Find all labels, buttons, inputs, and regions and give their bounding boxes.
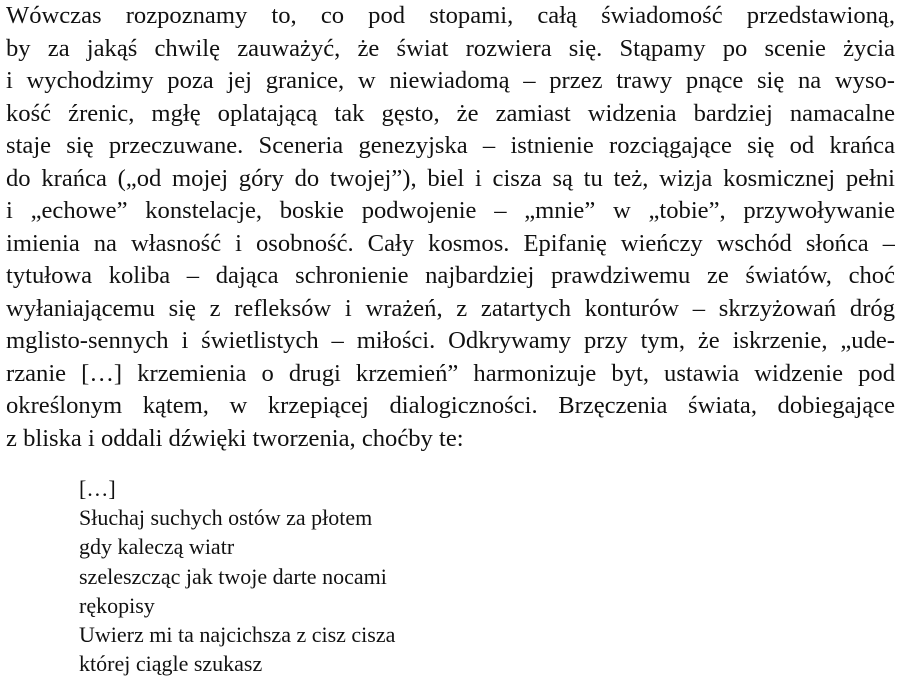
paragraph-line: i wychodzimy poza jej granice, w niewiadomą – przez trawy pnące się na wyso-	[6, 67, 895, 94]
paragraph-line: i „echowe” konstelacje, boskie podwojenie – „mnie” w „tobie”, przywoływanie	[6, 197, 895, 224]
poem-line: szeleszcząc jak twoje darte nocami	[79, 563, 387, 589]
poem-line: której ciągle szukasz	[79, 651, 263, 677]
paragraph-line: kość źrenic, mgłę oplatającą tak gęsto, że zamiast widzenia bardziej namacalne	[6, 99, 895, 127]
paragraph-line: mglisto-sennych i świetlistych – miłości. Odkrywamy przy tym, że iskrzenie, „ude-	[6, 327, 895, 354]
paragraph-line: Wówczas rozpoznamy to, co pod stopami, całą świadomość przedstawioną,	[6, 2, 895, 29]
poem-line: Słuchaj suchych ostów za płotem	[79, 505, 373, 531]
paragraph-line: z bliska i oddali dźwięki tworzenia, choćby te:	[6, 424, 464, 452]
body-paragraph	[6, 0, 895, 455]
paragraph-line: by za jakąś chwilę zauważyć, że świat rozwiera się. Stąpamy po scenie życia	[6, 34, 895, 62]
paragraph-line: tytułowa koliba – dająca schronienie najbardziej prawdziwemu ze światów, choć	[6, 262, 895, 289]
poem-line: Uwierz mi ta najcichsza z cisz cisza	[79, 621, 396, 647]
paragraph-line: rzanie […] krzemienia o drugi krzemień” harmonizuje byt, ustawia widzenie pod	[6, 359, 895, 387]
paragraph-line: imienia na własność i osobność. Cały kosmos. Epifanię wieńczy wschód słońca –	[6, 229, 895, 257]
paragraph-line: do krańca („od mojej góry do twojej”), biel i cisza są tu też, wizja kosmicznej pełni	[6, 164, 895, 192]
paragraph-line: staje się przeczuwane. Sceneria genezyjska – istnienie rozciągające się od krańca	[6, 132, 895, 159]
poem-line: […]	[79, 476, 116, 501]
poem-quotation	[79, 474, 395, 678]
poem-line: rękopisy	[79, 592, 155, 618]
paragraph-line: wyłaniającemu się z refleksów i wrażeń, z zatartych konturów – skrzyżowań dróg	[6, 294, 895, 322]
poem-line: gdy kaleczą wiatr	[79, 534, 235, 560]
paragraph-line: określonym kątem, w krzepiącej dialogiczności. Brzęczenia świata, dobiegające	[6, 392, 895, 419]
